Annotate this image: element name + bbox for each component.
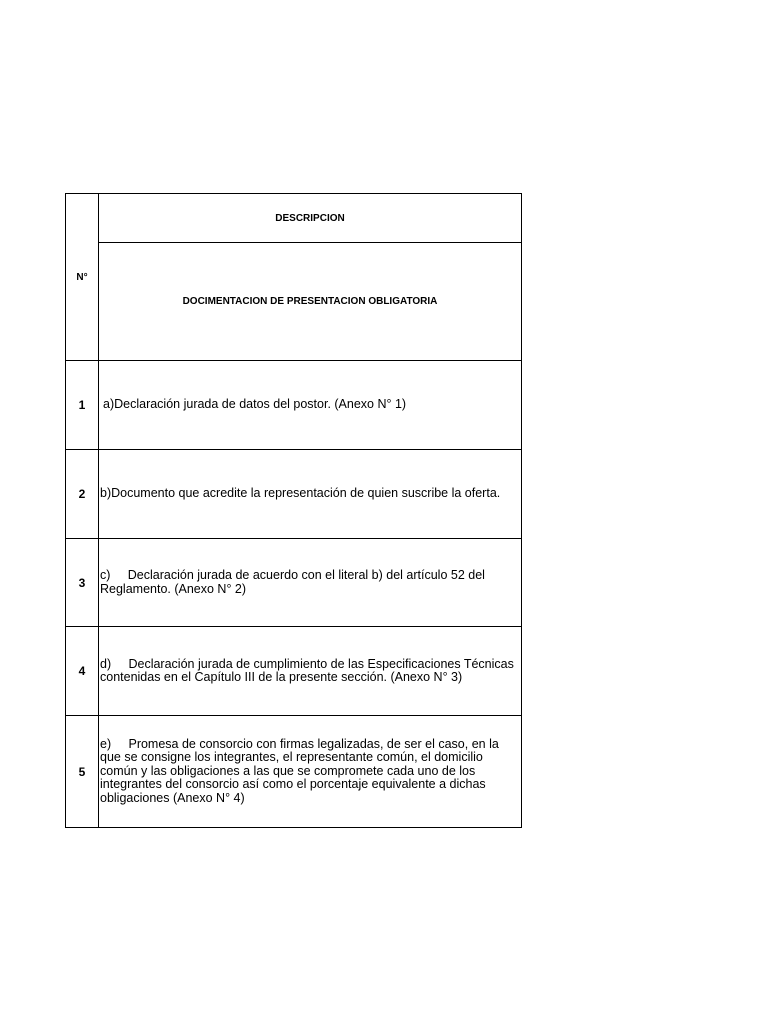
- row-description: c) Declaración jurada de acuerdo con el literal b) del artículo 52 del Reglamento. (Anexo N° 2): [99, 539, 522, 627]
- table-row: [66, 450, 522, 539]
- table-header-row: [66, 194, 522, 243]
- row-description: e) Promesa de consorcio con firmas legalizadas, de ser el caso, en la que se consigne los integrantes, el representante común, el domicilio común y las obligaciones a las que se compromete cada uno de los integrantes del consorcio así como el porcentaje equivalente a dichas obligaciones (Anexo N° 4): [99, 716, 522, 828]
- row-number: 4: [66, 627, 99, 716]
- column-header-number: N°: [66, 194, 99, 361]
- table-row: [66, 627, 522, 716]
- documents-table: [65, 193, 522, 828]
- column-header-description: DESCRIPCION: [99, 194, 522, 243]
- row-description: b)Documento que acredite la representación de quien suscribe la oferta.: [99, 450, 522, 539]
- row-description: d) Declaración jurada de cumplimiento de las Especificaciones Técnicas contenidas en el Capítulo III de la presente sección. (Anexo N° 3): [99, 627, 522, 716]
- table-row: [66, 716, 522, 828]
- row-description: a)Declaración jurada de datos del postor. (Anexo N° 1): [99, 361, 522, 450]
- table-subheader-row: [66, 243, 522, 361]
- row-number: 2: [66, 450, 99, 539]
- table-row: [66, 361, 522, 450]
- row-number: 3: [66, 539, 99, 627]
- row-number: 5: [66, 716, 99, 828]
- section-subtitle: DOCIMENTACION DE PRESENTACION OBLIGATORIA: [99, 243, 522, 361]
- table-row: [66, 539, 522, 627]
- row-number: 1: [66, 361, 99, 450]
